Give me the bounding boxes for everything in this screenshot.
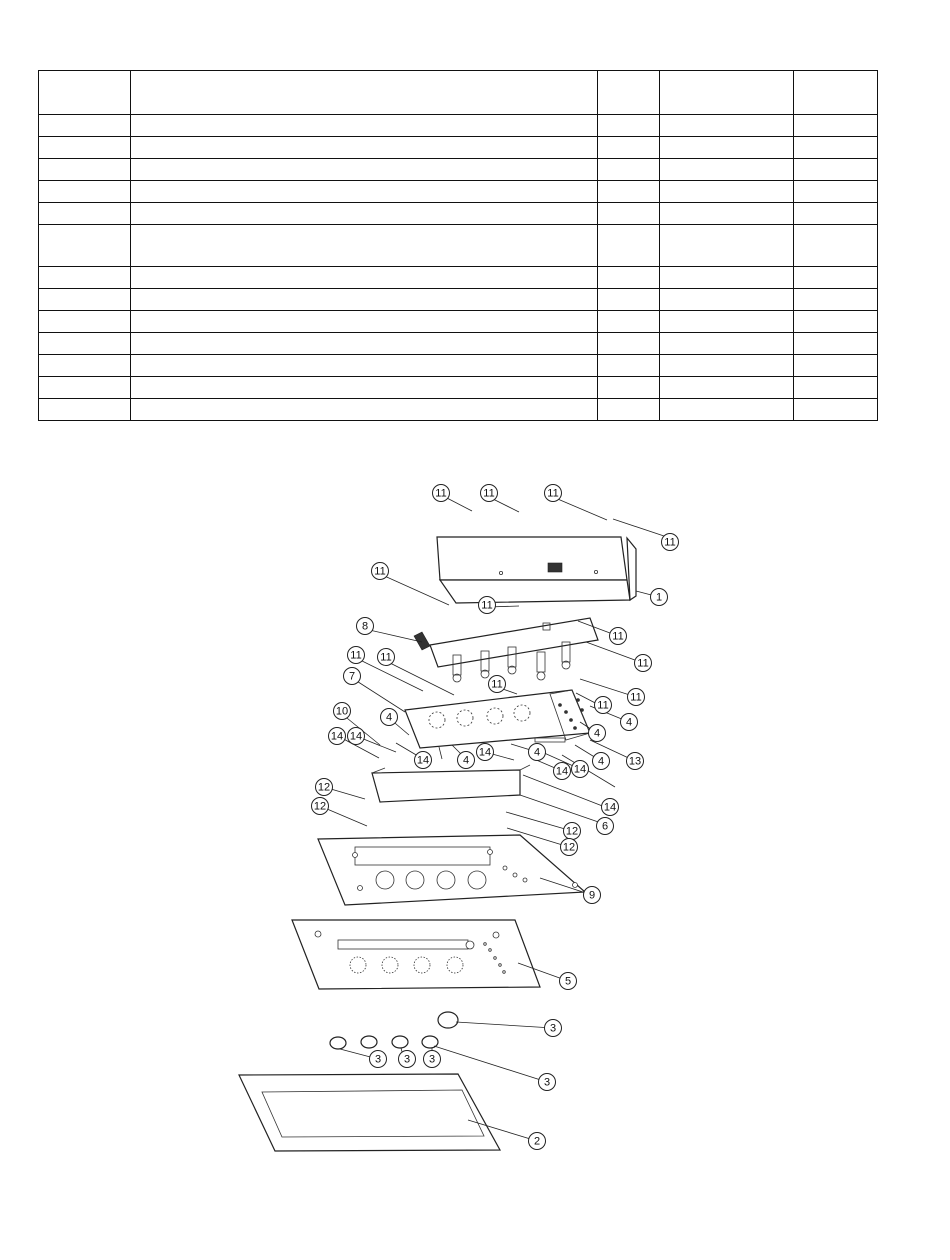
table-cell (598, 181, 660, 203)
table-row (39, 225, 878, 267)
table-cell (794, 377, 878, 399)
table-cell (660, 311, 794, 333)
table-cell (660, 71, 794, 115)
table-cell (131, 159, 598, 181)
front-bezel (239, 1074, 500, 1151)
table-row (39, 267, 878, 289)
callout-label: 11 (481, 599, 493, 612)
table-row (39, 399, 878, 421)
callout-11 (372, 563, 389, 580)
callout-label: 3 (403, 1053, 411, 1066)
callout-label: 11 (374, 565, 386, 578)
table-cell (598, 71, 660, 115)
callout-14 (477, 744, 494, 761)
callout-14 (602, 799, 619, 816)
table-cell (39, 203, 131, 225)
table-cell (39, 115, 131, 137)
table-cell (131, 137, 598, 159)
table-row (39, 311, 878, 333)
callout-4 (529, 744, 546, 761)
exploded-assembly-diagram (0, 460, 950, 1180)
table-cell (39, 399, 131, 421)
table-cell (660, 289, 794, 311)
callout-2 (529, 1133, 546, 1150)
table-cell (660, 137, 794, 159)
table-cell (39, 267, 131, 289)
callout-6 (597, 818, 614, 835)
callout-3 (399, 1051, 416, 1068)
callout-4 (593, 753, 610, 770)
callout-label: 8 (361, 620, 369, 633)
table-cell (794, 115, 878, 137)
callout-11 (628, 689, 645, 706)
callout-3 (539, 1074, 556, 1091)
table-cell (794, 159, 878, 181)
callout-4 (458, 752, 475, 769)
table-cell (794, 203, 878, 225)
callout-label: 14 (478, 746, 492, 759)
table-cell (39, 71, 131, 115)
table-cell (794, 267, 878, 289)
callout-label: 4 (625, 716, 633, 729)
callout-label: 14 (349, 730, 363, 743)
table-cell (131, 115, 598, 137)
table-cell (598, 267, 660, 289)
callout-label: 5 (564, 975, 572, 988)
callout-4 (621, 714, 638, 731)
callout-label: 10 (335, 705, 349, 718)
callout-label: 11 (350, 649, 362, 662)
callout-14 (415, 752, 432, 769)
table-header-row (39, 71, 878, 115)
callout-label: 6 (601, 820, 609, 833)
callout-14 (329, 728, 346, 745)
table-cell (660, 355, 794, 377)
callout-11 (662, 534, 679, 551)
callout-label: 7 (348, 670, 356, 683)
table-cell (598, 399, 660, 421)
callout-label: 14 (603, 801, 617, 814)
table-cell (794, 289, 878, 311)
callout-8 (357, 618, 374, 635)
table-cell (39, 181, 131, 203)
callout-label: 14 (573, 763, 587, 776)
callout-10 (334, 703, 351, 720)
callout-label: 11 (435, 487, 447, 500)
table-cell (131, 289, 598, 311)
table-cell (131, 311, 598, 333)
table-cell (660, 399, 794, 421)
table-cell (39, 159, 131, 181)
callout-5 (560, 973, 577, 990)
callout-label: 4 (385, 711, 393, 724)
front-panel (292, 920, 540, 989)
table-cell (598, 225, 660, 267)
table-cell (598, 137, 660, 159)
callout-3 (370, 1051, 387, 1068)
display-bracket (372, 765, 530, 802)
callout-14 (554, 763, 571, 780)
callout-label: 12 (313, 800, 327, 813)
table-cell (39, 137, 131, 159)
callout-9 (584, 887, 601, 904)
callout-label: 12 (317, 781, 331, 794)
control-knobs (330, 1012, 458, 1049)
table-cell (660, 267, 794, 289)
table-cell (131, 203, 598, 225)
callout-11 (481, 485, 498, 502)
callout-12 (561, 839, 578, 856)
table-row (39, 377, 878, 399)
table-cell (598, 203, 660, 225)
callout-12 (312, 798, 329, 815)
callout-label: 4 (533, 746, 541, 759)
callout-label: 11 (380, 651, 392, 664)
callout-11 (635, 655, 652, 672)
table-cell (794, 355, 878, 377)
callout-12 (316, 779, 333, 796)
table-cell (598, 159, 660, 181)
table-cell (39, 377, 131, 399)
table-cell (39, 289, 131, 311)
table-cell (660, 115, 794, 137)
table-cell (131, 333, 598, 355)
table-cell (39, 311, 131, 333)
table-cell (131, 355, 598, 377)
callout-12 (564, 823, 581, 840)
table-cell (598, 333, 660, 355)
table-cell (131, 399, 598, 421)
callout-label: 14 (416, 754, 430, 767)
callout-label: 14 (555, 765, 569, 778)
table-cell (39, 355, 131, 377)
callout-14 (348, 728, 365, 745)
top-cover (437, 537, 636, 603)
callout-11 (545, 485, 562, 502)
table-cell (660, 159, 794, 181)
table-cell (131, 267, 598, 289)
table-row (39, 159, 878, 181)
callout-label: 9 (588, 889, 596, 902)
callout-11 (479, 597, 496, 614)
callout-label: 13 (628, 755, 642, 768)
table-cell (598, 289, 660, 311)
table-cell (660, 181, 794, 203)
table-row (39, 355, 878, 377)
upper-circuit-board (414, 618, 598, 682)
table-cell (660, 377, 794, 399)
callout-3 (545, 1020, 562, 1037)
table-cell (131, 377, 598, 399)
callout-label: 11 (612, 630, 624, 643)
callout-13 (627, 753, 644, 770)
table-cell (660, 333, 794, 355)
table-row (39, 289, 878, 311)
table-cell (598, 377, 660, 399)
table-cell (131, 225, 598, 267)
parts-table (38, 70, 878, 421)
table-row (39, 203, 878, 225)
table-cell (794, 225, 878, 267)
callout-label: 4 (593, 727, 601, 740)
table-cell (794, 399, 878, 421)
callout-label: 11 (491, 678, 503, 691)
table-row (39, 137, 878, 159)
table-cell (131, 71, 598, 115)
callout-11 (595, 697, 612, 714)
table-cell (598, 311, 660, 333)
table-cell (598, 355, 660, 377)
callout-14 (572, 761, 589, 778)
table-cell (794, 333, 878, 355)
callout-label: 4 (462, 754, 470, 767)
callout-11 (348, 647, 365, 664)
callout-label: 14 (330, 730, 344, 743)
callout-label: 3 (374, 1053, 382, 1066)
led-circuit-board (405, 690, 590, 748)
callout-11 (378, 649, 395, 666)
callout-label: 11 (630, 691, 642, 704)
callout-7 (344, 668, 361, 685)
callout-4 (381, 709, 398, 726)
table-cell (660, 203, 794, 225)
table-cell (794, 137, 878, 159)
callout-label: 3 (549, 1022, 557, 1035)
callout-11 (610, 628, 627, 645)
callout-label: 11 (637, 657, 649, 670)
callout-1 (651, 589, 668, 606)
table-cell (794, 311, 878, 333)
callout-label: 11 (597, 699, 609, 712)
table-row (39, 115, 878, 137)
table-cell (794, 181, 878, 203)
callout-11 (489, 676, 506, 693)
callout-4 (589, 725, 606, 742)
callout-label: 2 (533, 1135, 541, 1148)
chassis-plate (318, 835, 585, 905)
callout-3 (424, 1051, 441, 1068)
table-row (39, 333, 878, 355)
table-cell (39, 225, 131, 267)
table-cell (39, 333, 131, 355)
callout-label: 3 (428, 1053, 436, 1066)
table-row (39, 181, 878, 203)
callout-11 (433, 485, 450, 502)
callout-label: 12 (565, 825, 579, 838)
callout-label: 1 (655, 591, 663, 604)
table-cell (660, 225, 794, 267)
table-cell (598, 115, 660, 137)
callout-label: 12 (562, 841, 576, 854)
table-cell (794, 71, 878, 115)
table-cell (131, 181, 598, 203)
callout-label: 11 (547, 487, 559, 500)
callout-label: 11 (483, 487, 495, 500)
callout-label: 11 (664, 536, 676, 549)
callout-label: 3 (543, 1076, 551, 1089)
callout-label: 4 (597, 755, 605, 768)
